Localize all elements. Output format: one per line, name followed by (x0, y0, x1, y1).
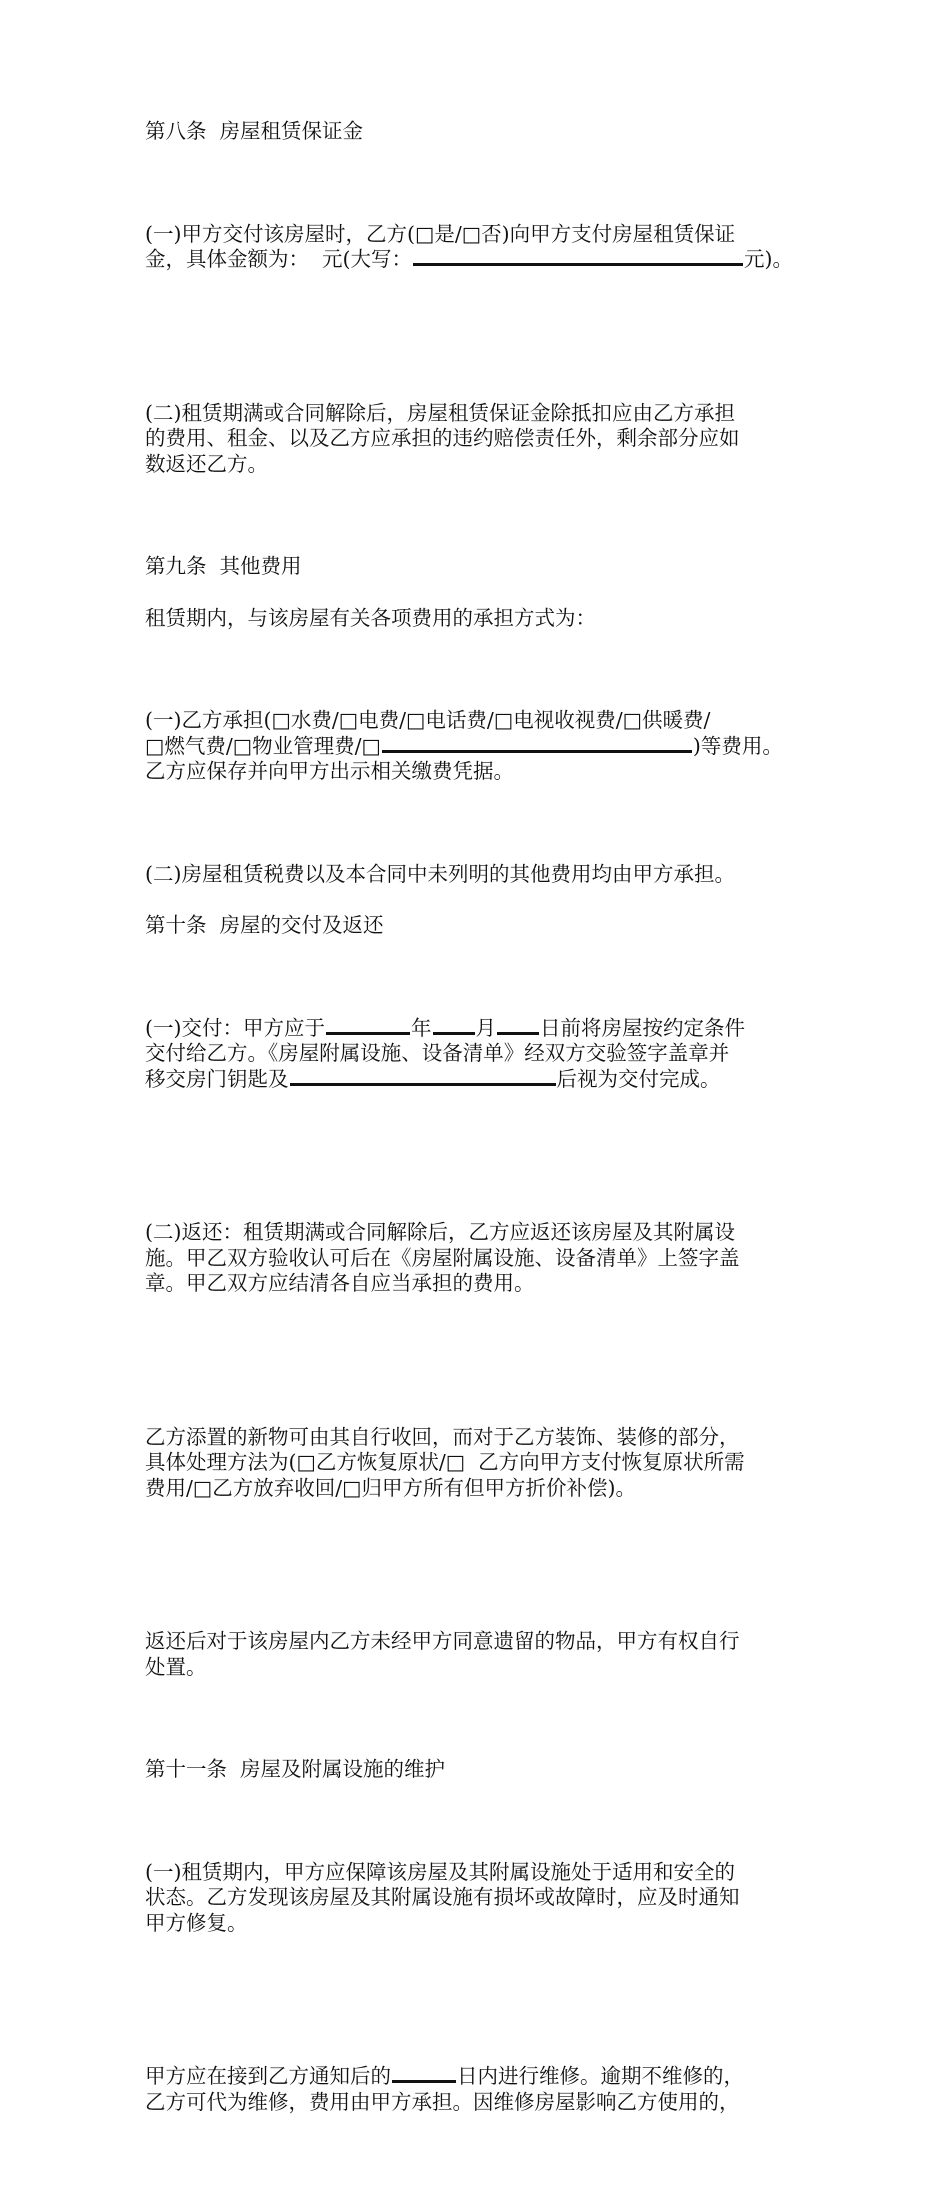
text-fragment: 元)。 (744, 247, 794, 271)
text-fragment: 日前将房屋按约定条件 (540, 1015, 745, 1040)
deposit-amount-words-blank[interactable] (413, 249, 743, 266)
text-line: 处置。 (145, 1654, 207, 1679)
delivery-day-blank[interactable] (497, 1018, 539, 1035)
text-line: 状态。乙方发现该房屋及其附属设施有损坏或故障时，应及时通知 (145, 1885, 740, 1909)
text-line: (二)返还：租赁期满或合同解除后，乙方应返还该房屋及其附属设 (145, 1220, 735, 1244)
text-line (145, 1067, 815, 1093)
delivery-month-blank[interactable] (433, 1018, 475, 1035)
text-line: 乙方添置的新物可由其自行收回，而对于乙方装饰、装修的部分， (145, 1424, 740, 1449)
text-line (145, 1016, 815, 1042)
text-line: 费用/□乙方放弃收回/□归甲方所有但甲方折价补偿)。 (145, 1475, 637, 1500)
text-line: 施。甲乙双方验收认可后在《房屋附属设施、设备清单》上签字盖 (145, 1245, 740, 1270)
article-10-clause-2 (145, 1169, 815, 1348)
text-fragment: 日内进行维修。逾期不维修的， (457, 2064, 744, 2088)
text-line: (二)租赁期满或合同解除后，房屋租赁保证金除抵扣应由乙方承担 (145, 400, 735, 425)
text-fragment: 后视为交付完成。 (556, 1066, 721, 1091)
article-10-clause-3 (145, 1374, 815, 1553)
article-10-title: 第十条 房屋的交付及返还 (145, 913, 384, 937)
article-11-clause-1 (145, 1809, 815, 1988)
text-line (145, 247, 815, 273)
text-fragment: )等费用。 (692, 733, 783, 758)
text-line: 乙方应保存并向甲方出示相关缴费凭据。 (145, 759, 514, 783)
keys-and-items-blank[interactable] (290, 1069, 556, 1086)
article-11-clause-2 (145, 2013, 815, 2166)
article-10-clause-1 (145, 965, 815, 1144)
article-11-title: 第十一条 房屋及附属设施的维护 (145, 1757, 446, 1781)
text-line: 具体处理方法为(□乙方恢复原状/□ 乙方向甲方支付恢复原状所需 (145, 1450, 745, 1474)
text-line: 返还后对于该房屋内乙方未经甲方同意遗留的物品，甲方有权自行 (145, 1629, 740, 1653)
delivery-year-blank[interactable] (326, 1018, 410, 1035)
article-8-clause-1 (145, 171, 815, 324)
text-line: 乙方可代为维修，费用由甲方承担。因维修房屋影响乙方使用的， (145, 2089, 740, 2114)
text-line: (一)乙方承担(□水费/□电费/□电话费/□电视收视费/□供暖费/ (145, 708, 711, 732)
article-10-clause-4 (145, 1578, 815, 1731)
text-line (145, 2064, 815, 2090)
article-9-clause-2: (二)房屋租赁税费以及本合同中未列明的其他费用均由甲方承担。 (145, 861, 735, 886)
text-fragment: 年 (411, 1015, 432, 1040)
article-9-clause-1 (145, 657, 815, 836)
text-fragment: 月 (475, 1015, 496, 1040)
article-8-title: 第八条 房屋租赁保证金 (145, 119, 364, 143)
repair-days-blank[interactable] (392, 2066, 456, 2083)
text-line: 数返还乙方。 (145, 451, 268, 476)
text-line: 章。甲乙双方应结清各自应当承担的费用。 (145, 1271, 535, 1295)
text-line: (一)甲方交付该房屋时，乙方(□是/□否)向甲方支付房屋租赁保证 (145, 221, 736, 246)
text-line: 甲方修复。 (145, 1910, 248, 1935)
contract-page (145, 119, 815, 2192)
text-line (145, 734, 815, 760)
text-line: (一)租赁期内，甲方应保障该房屋及其附属设施处于适用和安全的 (145, 1859, 735, 1884)
article-9-intro: 租赁期内，与该房屋有关各项费用的承担方式为： (145, 605, 596, 630)
text-fragment: 甲方应在接到乙方通知后的 (145, 2064, 391, 2088)
text-line: 的费用、租金、以及乙方应承担的违约赔偿责任外，剩余部分应如 (145, 426, 740, 450)
text-line: 交付给乙方。《房屋附属设施、设备清单》经双方交验签字盖章并 (145, 1041, 730, 1065)
article-9-title: 第九条 其他费用 (145, 554, 302, 578)
other-fee-blank[interactable] (382, 736, 692, 753)
text-fragment: 金，具体金额为： 元(大写： (145, 247, 413, 271)
text-fragment: 移交房门钥匙及 (145, 1066, 289, 1091)
article-8-clause-2 (145, 350, 815, 529)
text-fragment: □燃气费/□物业管理费/□ (145, 733, 381, 758)
text-fragment: (一)交付：甲方应于 (145, 1015, 325, 1040)
